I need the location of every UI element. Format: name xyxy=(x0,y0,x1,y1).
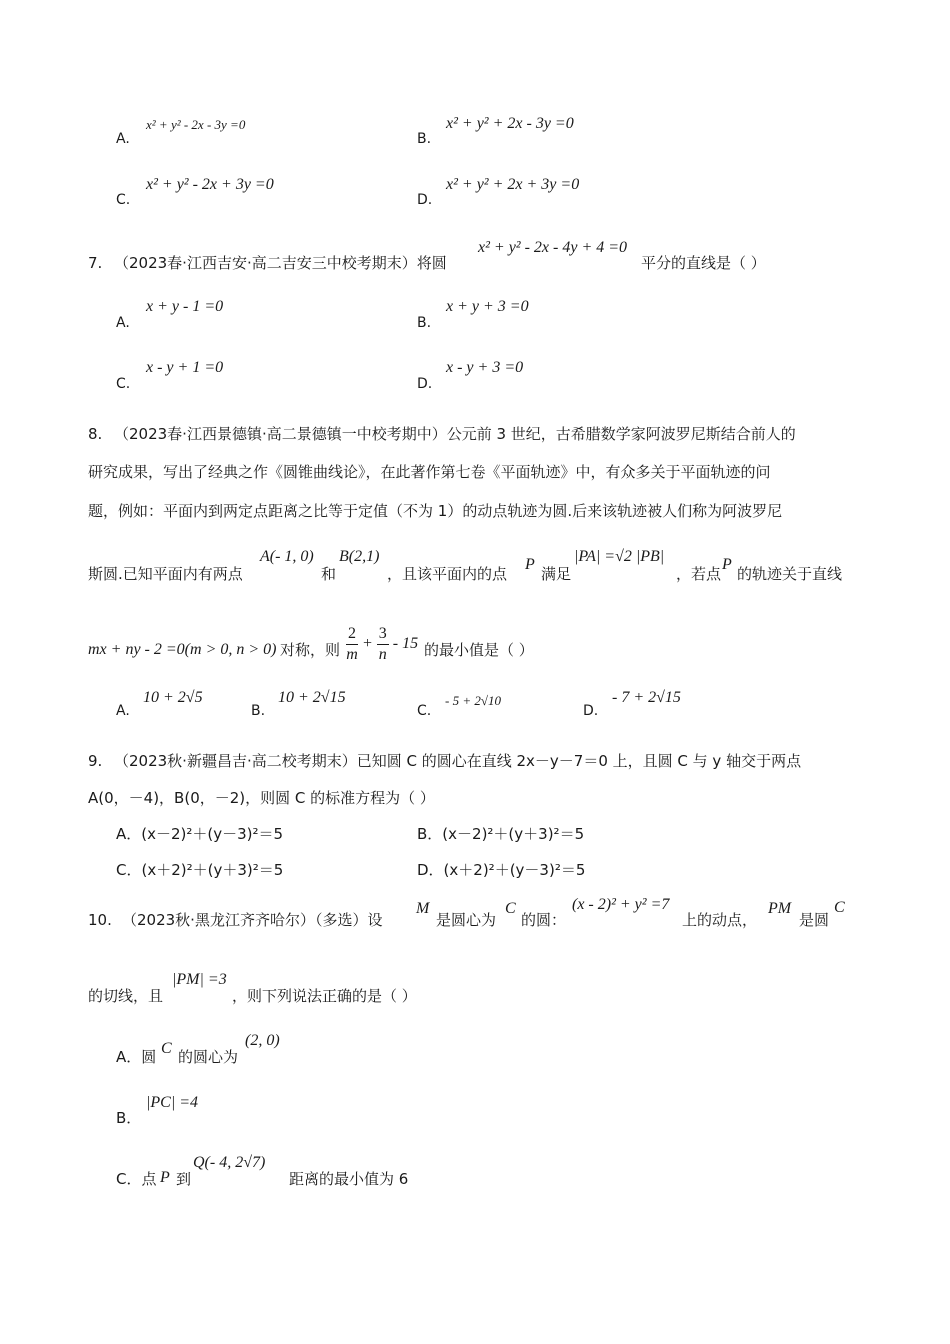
q9-option-b: B．(x－2)²＋(y＋3)²＝5 xyxy=(417,825,585,843)
q10-line-1-c: 的圆： xyxy=(521,911,567,929)
q6-option-b-equation: x² + y² + 2x - 3y =0 xyxy=(446,115,574,132)
q10-line-2-b: ，则下列说法正确的是（ ） xyxy=(232,987,417,1005)
q10-pm: PM xyxy=(768,900,792,917)
q10-line-1-b: 是圆心为 xyxy=(436,911,497,929)
q8-option-d-value: - 7 + 2√15 xyxy=(612,689,681,706)
q10-option-a-label: A．圆 xyxy=(116,1048,157,1066)
q9-option-d: D．(x＋2)²＋(y－3)²＝5 xyxy=(417,861,586,879)
q9-line-1: （2023秋·新疆昌吉·高二校考期末）已知圆 C 的圆心在直线 2x－y－7＝0 上，且圆 C 与 y 轴交于两点 xyxy=(114,752,802,770)
q8-option-a-value: 10 + 2√5 xyxy=(143,689,203,706)
q10-option-c-p: P xyxy=(160,1169,170,1186)
q6-option-a-equation: x² + y² - 2x - 3y =0 xyxy=(146,117,246,132)
q8-option-d-label: D. xyxy=(583,703,599,719)
q10-option-a-center: (2, 0) xyxy=(245,1032,280,1049)
q10-line-1-d: 上的动点， xyxy=(682,911,758,929)
q7-option-a-label: A. xyxy=(116,315,130,331)
q7-option-d-label: D. xyxy=(417,376,433,392)
q8-expression: $\frac{2}{m}$ + $\frac{3}{n}$ - 15 xyxy=(346,625,419,663)
q10-number: 10. xyxy=(88,911,112,929)
q8-point-b: B(2,1) xyxy=(339,548,380,565)
q10-option-b-equation: |PC| =4 xyxy=(146,1094,199,1111)
q6-option-b-label: B. xyxy=(417,131,432,147)
q8-condition: |PA| =√2 |PB| xyxy=(574,548,665,565)
q8-line-3: 题，例如：平面内到两定点距离之比等于定值（不为 1）的动点轨迹为圆.后来该轨迹被人们称为阿波罗尼 xyxy=(88,502,783,520)
q8-line-4-a: 斯圆.已知平面内有两点 xyxy=(88,565,243,583)
q8-fraction-1: $\frac{2}{m}$ xyxy=(346,625,358,663)
q6-option-d-label: D. xyxy=(417,192,433,208)
q6-option-c-label: C. xyxy=(116,192,131,208)
q8-point-a: A(- 1, 0) xyxy=(260,548,314,565)
q10-option-b-label: B． xyxy=(116,1109,142,1127)
q8-option-c-value: - 5 + 2√10 xyxy=(445,693,501,708)
q8-option-b-value: 10 + 2√15 xyxy=(278,689,346,706)
q8-number: 8. xyxy=(88,425,103,443)
q8-line-4-b: 和 xyxy=(321,565,337,583)
q9-option-a: A．(x－2)²＋(y－3)²＝5 xyxy=(116,825,284,843)
q8-line-4-c: ，且该平面内的点 xyxy=(387,565,508,583)
q8-option-c-label: C. xyxy=(417,703,432,719)
q10-center-c: C xyxy=(505,900,516,917)
q10-line-1-a: （2023秋·黑龙江齐齐哈尔）（多选）设 xyxy=(122,911,383,929)
q10-line-1-e: 是圆 xyxy=(799,911,830,929)
q7-number: 7. xyxy=(88,254,103,272)
q10-option-a-c: C xyxy=(161,1040,172,1057)
q10-pm-length: |PM| =3 xyxy=(172,971,227,988)
q10-point-m: M xyxy=(416,900,430,917)
q9-number: 9. xyxy=(88,752,103,770)
q10-line-2-a: 的切线，且 xyxy=(88,987,164,1005)
q8-line-5-a: 对称，则 xyxy=(280,641,341,659)
q8-line-2: 研究成果，写出了经典之作《圆锥曲线论》，在此著作第七卷《平面轨迹》中，有众多关于平面轨迹的问 xyxy=(88,463,771,481)
q8-line-4-e: ，若点 xyxy=(676,565,722,583)
q6-option-d-equation: x² + y² + 2x + 3y =0 xyxy=(446,176,580,193)
q6-option-c-equation: x² + y² - 2x + 3y =0 xyxy=(146,176,274,193)
q8-line-1: （2023春·江西景德镇·高二景德镇一中校考期中）公元前 3 世纪，古希腊数学家阿波罗尼斯结合前人的 xyxy=(114,425,796,443)
q8-line-5-b: 的最小值是（ ） xyxy=(424,641,534,659)
q8-line-equation: mx + ny - 2 =0(m > 0, n > 0) xyxy=(88,641,277,658)
q7-circle-equation: x² + y² - 2x - 4y + 4 =0 xyxy=(478,239,628,256)
q10-option-c-point-q: Q(- 4, 2√7) xyxy=(193,1154,266,1171)
q10-circle-c: C xyxy=(834,899,845,916)
q7-text-after: 平分的直线是（ ） xyxy=(641,254,766,272)
q6-option-a-label: A. xyxy=(116,131,130,147)
q9-line-2: A(0，－4)，B(0，－2)，则圆 C 的标准方程为（ ） xyxy=(88,789,435,807)
q8-line-4-f: 的轨迹关于直线 xyxy=(737,565,843,583)
q10-option-a-text: 的圆心为 xyxy=(178,1048,239,1066)
q7-option-d-equation: x - y + 3 =0 xyxy=(446,359,524,376)
q7-option-a-equation: x + y - 1 =0 xyxy=(146,298,224,315)
q10-circle-equation: (x - 2)² + y² =7 xyxy=(572,896,670,913)
q10-option-c-to: 到 xyxy=(176,1170,192,1188)
q9-option-c: C．(x＋2)²＋(y＋3)²＝5 xyxy=(116,861,284,879)
q8-fraction-2: $\frac{3}{n}$ xyxy=(378,625,387,663)
q8-point-p: P xyxy=(525,556,535,573)
q7-option-b-label: B. xyxy=(417,315,432,331)
q8-point-p-2: P xyxy=(722,556,732,573)
q8-option-b-label: B. xyxy=(251,703,266,719)
q7-option-b-equation: x + y + 3 =0 xyxy=(446,298,529,315)
q7-option-c-label: C. xyxy=(116,376,131,392)
q8-option-a-label: A. xyxy=(116,703,130,719)
q7-text-before: （2023春·江西吉安·高二吉安三中校考期末）将圆 xyxy=(114,254,447,272)
q8-line-4-d: 满足 xyxy=(541,565,572,583)
q7-option-c-equation: x - y + 1 =0 xyxy=(146,359,224,376)
q10-option-c-text: 距离的最小值为 6 xyxy=(289,1170,409,1188)
q10-option-c-label: C．点 xyxy=(116,1170,157,1188)
